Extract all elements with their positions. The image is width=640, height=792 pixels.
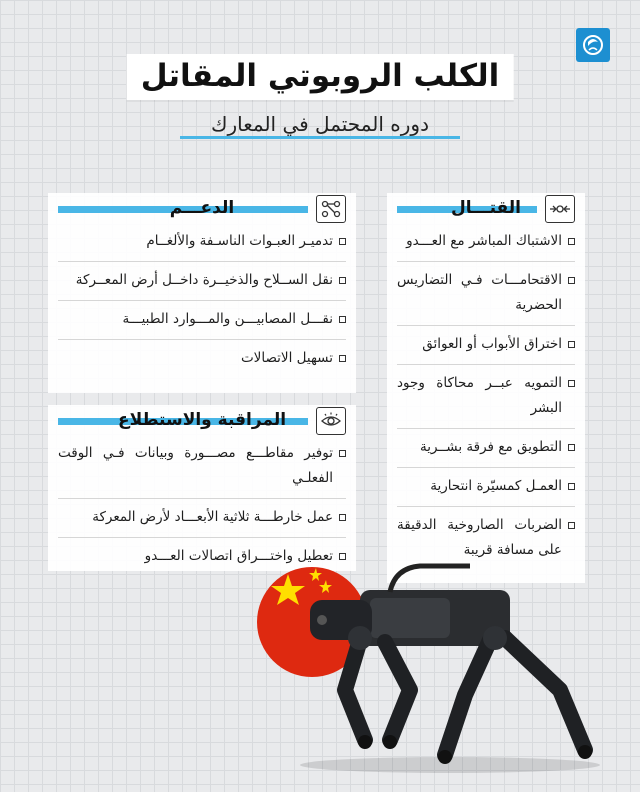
list-item: التمويه عبــر محاكاة وجود البشر [397, 365, 575, 429]
card-combat [387, 193, 585, 583]
list-item: اختراق الأبواب أو العوائق [397, 326, 575, 365]
bullet-icon [568, 380, 575, 387]
network-icon [316, 195, 346, 223]
bullet-icon [339, 238, 346, 245]
list-item: تدميـر العبـوات الناسـفة والألغــام [58, 223, 346, 262]
bullet-icon [339, 277, 346, 284]
card-support-title: الدعـــم [169, 198, 235, 218]
page-subtitle: دوره المحتمل في المعارك [211, 112, 429, 136]
bullet-icon [568, 277, 575, 284]
list-item: تسهيل الاتصالات [58, 340, 346, 378]
title-box [127, 54, 514, 100]
card-combat-title: القتـــال [451, 198, 521, 218]
bullet-icon [568, 341, 575, 348]
list-item: الضربات الصاروخية الدقيقة على مسافة قريبة [397, 507, 575, 570]
card-support [48, 193, 356, 393]
list-item: نقـــل المصابيـــن والمـــوارد الطبيـــة [58, 301, 346, 340]
bullet-icon [568, 483, 575, 490]
list-item: الاقتحامـــات فـي التضاريس الحضرية [397, 262, 575, 326]
robot-dog-illustration [250, 560, 620, 790]
crosshair-icon [545, 195, 575, 223]
eye-icon [316, 407, 346, 435]
bullet-icon [568, 238, 575, 245]
bullet-icon [568, 444, 575, 451]
aljazeera-logo-icon [580, 32, 606, 58]
card-surveillance-title: المراقبة والاستطلاع [117, 410, 287, 430]
bullet-icon [339, 450, 346, 457]
bullet-icon [339, 553, 346, 560]
list-item: تعطيل واختـــراق اتصالات العـــدو [58, 538, 346, 576]
bullet-icon [568, 522, 575, 529]
card-surveillance [48, 405, 356, 571]
card-support-header [58, 193, 346, 223]
page-title: الكلب الروبوتي المقاتل [140, 58, 500, 94]
bullet-icon [339, 316, 346, 323]
card-surveillance-header [58, 405, 346, 435]
list-item: نقل الســلاح والذخيــرة داخــل أرض المعــركة [58, 262, 346, 301]
bullet-icon [339, 355, 346, 362]
list-item: الاشتباك المباشر مع العـــدو [397, 223, 575, 262]
card-combat-header [397, 193, 575, 223]
list-item: التطويق مع فرقة بشــرية [397, 429, 575, 468]
list-item: توفير مقاطـــع مصـــورة وبيانات فـي الوقت الفعلـي [58, 435, 346, 499]
subtitle-underline [180, 136, 460, 139]
aljazeera-logo [576, 28, 610, 62]
bullet-icon [339, 514, 346, 521]
list-item: العمـل كمسيّرة انتحارية [397, 468, 575, 507]
list-item: عمل خارطـــة ثلاثية الأبعـــاد لأرض المعركة [58, 499, 346, 538]
